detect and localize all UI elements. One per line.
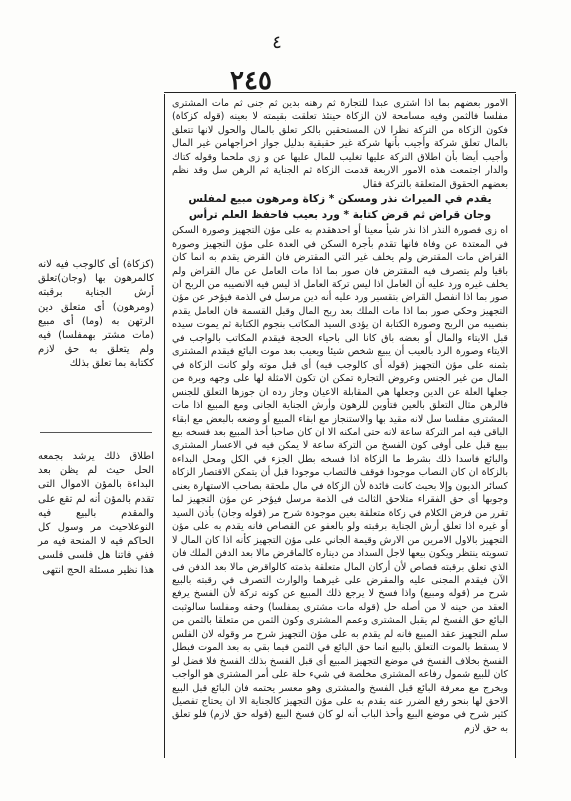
margin-divider (40, 432, 152, 433)
top-rule (164, 92, 516, 93)
margin-note: اطلاق ذلك يرشد بجمعه الحل حيث لم يظن بعد البداءة بالمؤن الاموال التى تقدم بالمؤن أنه لم تقع على والمقدم بالبيع فيه النوعلاحيث مر وسول كل الحاكم فيه لا المنحة فيه مر ففي فاتنا هل فلسى فلسى هذا نظير مسئلة الحج انتهى (38, 451, 154, 576)
page-number: ٢٤٥ (230, 66, 272, 96)
main-paragraph: الامور بعضهم بما اذا اشترى عبدا للتجارة ثم رهنه بدين ثم جنى ثم مات المشترى مفلسا فالثمن وفيه مسامحة لان الزكاة حينئذ تعلقت بقيمته لا بعينه (قوله كزكاة) فكون الزكاة من التركة نظرا لان المستحقين بالكر تعلق بالمال والحول لانها تتعلق بالمال تعلق شركة وأجيب بأنها شركة غير حقيقية بدليل جواز اخراجهامن غير المال وأجيب أيضا بأن اطلاق التركة عليها تغليب للمال عليها عن و زى ملحما وقوله كتاك والدار اجتمعت هذه الامور الاربعة قدمت الزكاة ثم الجناية ثم الرهن سل وقد نظم بعضهم الحقوق المتعلقة بالتركة فقال (172, 98, 508, 190)
margin-note: (كزكاة) أى كالوجب فيه لانه كالمرهون بها (وجان)تعلق أرش الجناية برقبته (ومرهون) أى متعلق دين الرتهن به (وما) أى مبيع (مات مشتر بهمفلسا) فيه ولم يتعلق به حق لازم ككتابة بما تعلق بذلك (38, 259, 154, 370)
main-text-block (172, 97, 508, 735)
verse-line: وجان قراض ثم قرض كتابة * ورد بعيب فاحفظ العلم ترأس (188, 209, 492, 222)
main-paragraph: اه زى فصورة النذر اذا نذر شيأ معينا أو احدهقدم به على مؤن التجهيز وصورة السكن في المعتدة عن وفاة فانها تقدم بأجرة السكن في العدة على مؤن التجهيز وصورة القراض مات المقترض ولم يخلف غير التي المقترض فان القرض يقدم به انما كان باقيا ولم يتصرف فيه المقترض فان صور بما اذا مات العامل عن مال القراض ولم يخلف غيره ورد عليه أن العامل اذا ليس تركة العامل اذ ليس فيه الانصيبه من الربح ان صور بما اذا انفصل القراض بتقسير ورد عليه أنه دين مرسل في الذمة فيؤخر عن مؤن التجهيز وحكي صور بما اذا مات الملك بعد ربح المال وقبل القسمة فان العامل يقدم بنصيبه من الربح وصورة الكتابة ان يؤدى السيد المكاتب بنجوم الكتابة ثم يموت سيده قبل الايتاء والمال أو بعضه باق كانا الى باحياء الحجة فيقدم المكاتب بالواجب في الايتاء وصورة الرد بالعيب أن يبيع شخص شيئا ويعيب بعد موت البائع فيقدم المشترى بثمنه على مؤن التجهيز (قوله أى كالوجب فيه) أى قبل موته ولو كانت الزكاة في المال من غير الجنس وعروض التجارة تمكن ان تكون الامثلة لها على وجهه ويرة من جعلها العلة عن الدين وجعلها هي المقابلة الاعيان وجاز رده ان جوزها التعلق للجنس فالرهن مثال التعلق بالعين فتأوين للرهون وأرش الجناية الجانى ومع المبيع اذا مات المشترى مفلسا سل لانه مقيد بها والاستنجاز مع ابقاء المبيع أو وضعه بالبعض مع ابقاء الباقى فيه امر التركة ساعة لانه حتى امكنه الا ان كان صاحبا أخذ المبيع بعد فسخه بيع ببيع قبل على أوفى كون الفسخ من التركة ساعة لا يمكن فيه في الاعسار المشترى والبائع فاسدا ذلك بشرط ما الزكاة اذا فسخه بطل الجزء في الكل ومحل البداءة بالزكاة ان كان النصاب موجودا فوقف فالتصاب موجودا قبل أن يتمكن الاقتصار الزكاة كسائر الديون وإلا بحيث كانت فائدة لأن الزكاة في مال ملحقة بصاحب الاستهارة يعنى وجوبها أى حق الفقراء متلاحق الثالث فى الذمة مرسل فيؤخر عن مؤن التجهيز لما تقرر من فرض الكلام في زكاة متعلقة بعين موجودة شرح مر (قوله وجان) بأذن السيد أو غيره اذا تعلق أرش الجناية برقبته ولو بالعفو عن القصاص فانه يقدم به على مؤن التجهيز بالاول الامرين من الارش وقيمة الجاني على مؤن التجهيز كأنه اذا كان المال لا تسويته ينتظر ويكون بيعها لاجل السداد من ديناره كالماقرض مالا بعد الدفن الملك فان الذي تعلق برقبته قصاص لأن أركان المال متعلقة بذمته كالواقرض مالا بعد الدفن فى الآن فيقدم المجنى عليه والمقرض على غيرهما والوارث التصرف في رقبته بالبيع شرح مر (قوله ومبيع) واذا فسخ لا يرجع ذلك المبيع عن كونه تركة لأن الفسخ يرفع العقد من حينه لا من أصله حل (قوله مات مشترى بمفلسا) وحقه ومفلسا سالوثبت البائع حق الفسخ لم يقبل المشترى وعمم المشترى وكون الثمن من متعلقا بالثمن من سلم التجهيز عقد المبيع فانه لم يقدم به على مؤن التجهيز شرح مر وقوله لان الفلس لا يسقط بالموت التعلق بالبيع انما حق البائع في الثمن فيما بقي به بعد الموت فبطل الفسخ بخلاف الفسخ في موضع التجهيز المبيع أى قبل الفسخ بذلك الفسخ فلا فضل لو كان للبيع شمول رفاعه المشترى مخلصة في شيء حلة على أمر المشترى هو الواجب ويخرج مع معرفة البائع قبل الفسخ والمشترى وهو معسر يحتمه فان البائع قبل البيع الاحق لها بنحو رفع الضرر عنه يقدم به على مؤن التجهيز كالجناية الا ان يحتاج تفصيل كثير شرح في موضع البيع وأحذ الباب أنه لو كان فسخ البيع (قوله حق لازم) فلو تعلق به حق لازم (172, 225, 508, 734)
header-mark: ٤ (272, 32, 282, 53)
verse-line: يقدم في الميراث نذر ومسكن * زكاة ومرهون مبيع لمفلس (188, 193, 492, 206)
